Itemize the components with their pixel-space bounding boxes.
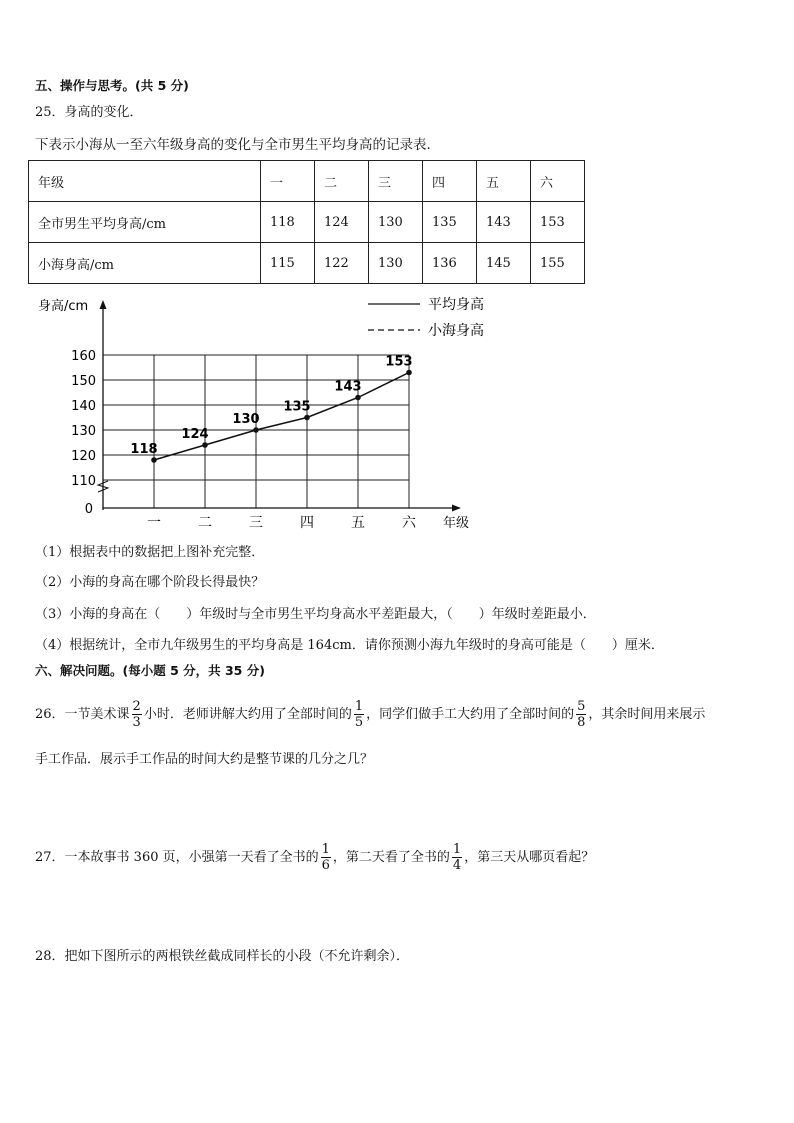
table-cell: 二: [315, 161, 369, 202]
numerator: 1: [321, 842, 330, 857]
data-point: [355, 395, 361, 401]
denominator: 8: [577, 715, 586, 730]
height-line-chart: [0, 290, 794, 540]
q25-sub4: （4）根据统计，全市九年级男生的平均身高是 164cm．请你预测小海九年级时的身高可能是（ ）厘米．: [35, 638, 664, 653]
fraction-one-fifth: [354, 699, 364, 730]
y-tick-label: 120: [71, 449, 96, 464]
x-tick-label: 三: [249, 515, 263, 531]
y-axis-label: 身高/cm: [38, 299, 89, 314]
table-cell: 一: [261, 161, 315, 202]
q25-title: 25．身高的变化．: [35, 105, 143, 120]
legend-label-average: 平均身高: [428, 297, 484, 313]
table-cell: 年级: [29, 161, 261, 202]
denominator: 5: [354, 715, 364, 730]
table-cell: 三: [369, 161, 423, 202]
table-cell: 155: [531, 243, 585, 284]
denominator: 4: [452, 858, 462, 873]
table-cell: 130: [369, 243, 423, 284]
table-cell: 135: [423, 202, 477, 243]
origin-label: 0: [84, 502, 93, 517]
q26-text-2: 小时．老师讲解大约用了全部时间的: [143, 707, 352, 722]
data-label: 130: [232, 412, 260, 427]
numerator: 2: [132, 699, 141, 714]
q26-line1: [35, 698, 705, 732]
table-cell: 145: [477, 243, 531, 284]
table-cell: 六: [531, 161, 585, 202]
q27-line: [35, 841, 594, 875]
q26-text-3: ，同学们做手工大约用了全部时间的: [366, 707, 575, 722]
table-cell: 118: [261, 202, 315, 243]
data-point: [202, 442, 208, 448]
series-line-average-height: [154, 373, 409, 461]
q25-sub1: （1）根据表中的数据把上图补充完整．: [35, 545, 265, 560]
numerator: 5: [577, 699, 586, 714]
data-label: 124: [181, 427, 209, 442]
q28-text: 28．把如下图所示的两根铁丝截成同样长的小段（不允许剩余）．: [35, 949, 410, 964]
q26-text-4: ，其余时间用来展示: [588, 707, 706, 722]
table-cell: 四: [423, 161, 477, 202]
height-record-table: [28, 160, 585, 284]
y-axis-arrow: [100, 300, 107, 309]
table-cell: 全市男生平均身高/cm: [29, 202, 261, 243]
table-row: [29, 161, 585, 202]
fraction-one-fourth: [452, 842, 462, 873]
q26-line2: 手工作品．展示手工作品的时间大约是整节课的几分之几？: [35, 752, 374, 767]
numerator: 1: [452, 842, 462, 857]
section-6-title: 六、解决问题。(每小题 5 分，共 35 分): [35, 663, 265, 678]
legend-label-xiaohai: 小海身高: [428, 323, 484, 339]
table-cell: 130: [369, 202, 423, 243]
x-tick-label: 五: [351, 515, 365, 531]
section-5-title: 五、操作与思考。(共 5 分): [35, 78, 189, 93]
table-cell: 122: [315, 243, 369, 284]
y-tick-label: 110: [71, 474, 96, 489]
fraction-two-thirds: [132, 699, 142, 730]
table-cell: 153: [531, 202, 585, 243]
y-tick-label: 150: [71, 374, 96, 389]
denominator: 6: [321, 858, 330, 873]
fraction-five-eighths: [576, 699, 586, 730]
axis-break-mark: [98, 481, 108, 492]
data-point: [406, 370, 412, 376]
q27-text-1: 27．一本故事书 360 页，小强第一天看了全书的: [35, 850, 319, 865]
table-cell: 143: [477, 202, 531, 243]
q27-text-2: ，第二天看了全书的: [332, 850, 450, 865]
chart-tick-labels: [71, 349, 417, 531]
data-label: 153: [385, 354, 413, 370]
table-cell: 124: [315, 202, 369, 243]
x-tick-label: 二: [198, 515, 212, 531]
data-point: [304, 415, 310, 421]
y-tick-label: 160: [71, 349, 96, 364]
x-axis-arrow: [452, 505, 461, 512]
x-tick-label: 六: [402, 515, 416, 531]
x-tick-label: 一: [147, 515, 161, 531]
table-cell: 小海身高/cm: [29, 243, 261, 284]
y-tick-label: 140: [71, 399, 96, 414]
fraction-one-sixth: [321, 842, 331, 873]
table-cell: 115: [261, 243, 315, 284]
table-row: [29, 243, 585, 284]
q25-intro: 下表示小海从一至六年级身高的变化与全市男生平均身高的记录表．: [35, 137, 440, 153]
y-tick-label: 130: [71, 424, 96, 439]
chart-legend: [368, 296, 484, 339]
q27-text-3: ，第三天从哪页看起？: [464, 850, 595, 865]
table-cell: 136: [423, 243, 477, 284]
data-point: [253, 427, 259, 433]
x-tick-label: 四: [300, 515, 314, 531]
q25-sub3: （3）小海的身高在（ ）年级时与全市男生平均身高水平差距最大，（ ）年级时差距最小．: [35, 607, 596, 622]
data-label: 118: [130, 442, 158, 457]
denominator: 3: [132, 715, 141, 730]
table-row: [29, 202, 585, 243]
q26-text-1: 26．一节美术课: [35, 707, 130, 722]
x-axis-label: 年级: [443, 516, 470, 531]
table-cell: 五: [477, 161, 531, 202]
data-label: 143: [334, 379, 362, 395]
numerator: 1: [354, 699, 364, 714]
q25-sub2: （2）小海的身高在哪个阶段长得最快？: [35, 575, 265, 590]
chart-marks: [130, 355, 412, 463]
data-label: 135: [283, 399, 311, 415]
data-point: [151, 457, 157, 463]
